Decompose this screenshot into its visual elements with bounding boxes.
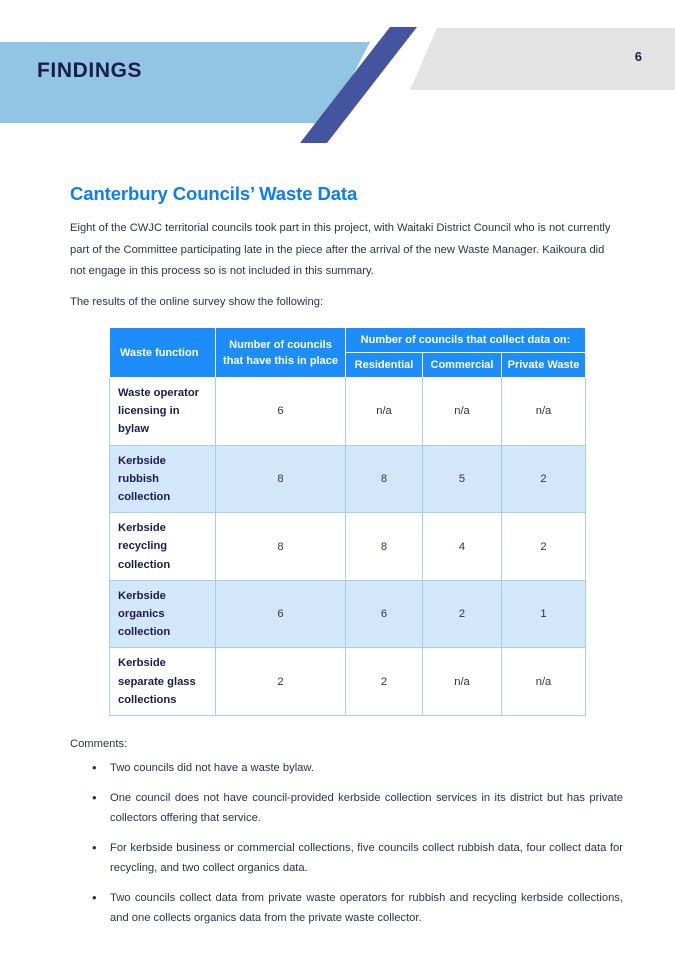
waste-data-table: [109, 327, 586, 716]
table-row: [110, 648, 586, 716]
table-row: [110, 445, 586, 513]
comments-label: Comments:: [70, 738, 128, 751]
bullet-icon: •: [92, 839, 97, 855]
cell-residential: n/a: [346, 378, 423, 446]
cell-commercial: n/a: [423, 648, 502, 716]
row-label: Kerbside organics collection: [110, 580, 216, 648]
cell-in-place: 6: [216, 378, 346, 446]
list-item: [92, 838, 623, 888]
cell-private-waste: 1: [502, 580, 586, 648]
header-residential: Residential: [346, 353, 423, 378]
comments-list: [0, 758, 675, 938]
list-item-text: For kerbside business or commercial collections, five councils collect rubbish data, four collect data for recycling, and two collect organics data.: [110, 841, 623, 875]
list-item-text: Two councils did not have a waste bylaw.: [110, 762, 314, 775]
list-item: [92, 788, 623, 838]
cell-in-place: 8: [216, 513, 346, 581]
header-waste-function: Waste function: [110, 328, 216, 378]
cell-residential: 8: [346, 445, 423, 513]
row-label: Kerbside separate glass collections: [110, 648, 216, 716]
cell-private-waste: 2: [502, 513, 586, 581]
cell-residential: 2: [346, 648, 423, 716]
header-number-in-place: Number of councils that have this in place: [216, 328, 346, 378]
cell-residential: 6: [346, 580, 423, 648]
header-commercial: Commercial: [423, 353, 502, 378]
cell-private-waste: n/a: [502, 378, 586, 446]
page-number: 6: [634, 49, 642, 64]
cell-commercial: 5: [423, 445, 502, 513]
cell-residential: 8: [346, 513, 423, 581]
row-label: Kerbside recycling collection: [110, 513, 216, 581]
waste-data-table-wrapper: [109, 327, 585, 716]
cell-in-place: 2: [216, 648, 346, 716]
table-body: [110, 378, 586, 716]
header-private-waste: Private Waste: [502, 353, 586, 378]
bullet-icon: •: [92, 889, 97, 905]
table-header: [110, 328, 586, 378]
page-header: [0, 0, 675, 150]
cell-commercial: n/a: [423, 378, 502, 446]
table-header-row-1: [110, 328, 586, 353]
bullet-icon: •: [92, 760, 97, 776]
table-row: [110, 580, 586, 648]
cell-commercial: 4: [423, 513, 502, 581]
cell-in-place: 8: [216, 445, 346, 513]
survey-results-lead-in: The results of the online survey show the following:: [70, 295, 324, 308]
page-content: [0, 150, 675, 938]
list-item: [92, 888, 623, 938]
bullet-icon: •: [92, 789, 97, 805]
cell-private-waste: 2: [502, 445, 586, 513]
page-title: FINDINGS: [37, 59, 143, 82]
list-item-text: One council does not have council-provided kerbside collection services in its district but has private collectors offering that service.: [110, 791, 623, 825]
header-collect-data-group: Number of councils that collect data on:: [346, 328, 586, 353]
list-item: [92, 758, 623, 788]
cell-in-place: 6: [216, 580, 346, 648]
list-item-text: Two councils collect data from private waste operators for rubbish and recycling kerbside collections, and one collects organics data from the private waste collector.: [110, 891, 623, 925]
cell-private-waste: n/a: [502, 648, 586, 716]
table-row: [110, 513, 586, 581]
table-row: [110, 378, 586, 446]
row-label: Waste operator licensing in bylaw: [110, 378, 216, 446]
cell-commercial: 2: [423, 580, 502, 648]
intro-paragraph: Eight of the CWJC territorial councils took part in this project, with Waitaki District Council who is not currently part of the Committee participating late in the piece after the arrival of the new Waste Manager. Kaikoura did not engage in this process so is not included in this summary.: [70, 222, 611, 277]
section-heading: Canterbury Councils’ Waste Data: [70, 183, 358, 204]
row-label: Kerbside rubbish collection: [110, 445, 216, 513]
